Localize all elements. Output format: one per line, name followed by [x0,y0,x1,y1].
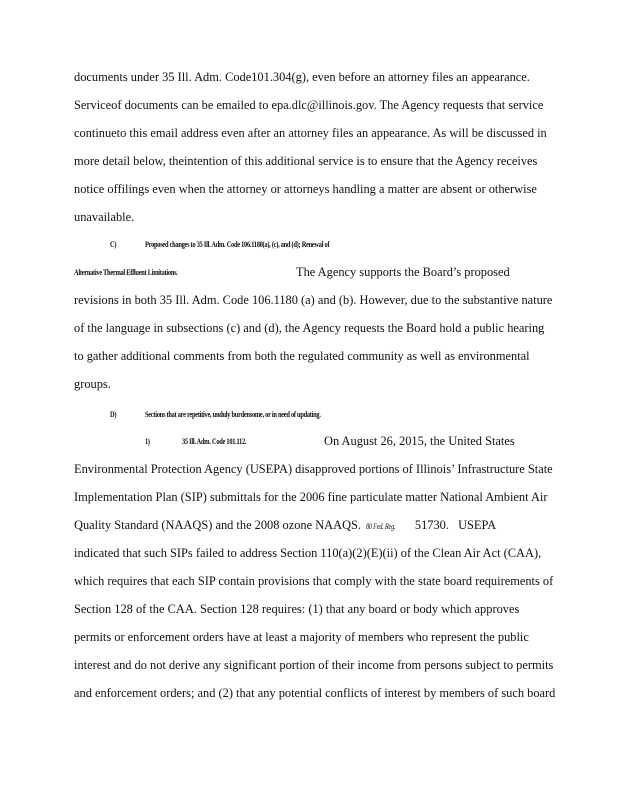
subsection-1-body-line-4: indicated that such SIPs failed to address Section 110(a)(2)(E)(ii) of the Clean Air Act (CAA), [74,546,542,560]
subsection-1-inline-text: On August 26, 2015, the United States [324,434,515,448]
section-d-heading: Sections that are repetitive, unduly burdensome, or in need of updating. [145,410,321,419]
subsection-1-body-line-9: and enforcement orders; and (2) that any potential conflicts of interest by members of such board [74,686,556,700]
subsection-1-body-line-8: interest and do not derive any significant portion of their income from persons subject to permits [74,658,554,672]
para1-line-4: more detail below, theintention of this additional service is to ensure that the Agency receives [74,154,538,168]
section-d-letter: D) [110,410,117,419]
para1-line-6: unavailable. [74,210,135,224]
section-c-inline-text: The Agency supports the Board’s proposed [296,265,510,279]
section-c-body-line-3: to gather additional comments from both the regulated community as well as environmental [74,349,530,363]
citation-after: USEPA [458,518,497,532]
subsection-1-body-line-6: Section 128 of the CAA. Section 128 requires: (1) that any board or body which approves [74,602,520,616]
section-c-body-line-4: groups. [74,377,111,391]
citation-reference: 80 Fed. Reg. [366,522,396,531]
para1-line-2: Serviceof documents can be emailed to epa.dlc@illinois.gov. The Agency requests that service [74,98,544,112]
subsection-1-number: 1) [145,437,150,446]
section-c-body-line-2: of the language in subsections (c) and (d), the Agency requests the Board hold a public hearing [74,321,545,335]
subsection-1-body-line-3 [74,517,600,535]
subsection-1-heading: 35 Ill. Adm. Code 101.112. [182,437,247,446]
subsection-1-body-line-1: Environmental Protection Agency (USEPA) disapproved portions of Illinois’ Infrastructure State [74,462,553,476]
section-c-body-line-1: revisions in both 35 Ill. Adm. Code 106.1180 (a) and (b). However, due to the substantive nature [74,293,553,307]
subsection-1-body-line-3-text: Quality Standard (NAAQS) and the 2008 ozone NAAQS. [74,518,362,532]
subsection-1-body-line-7: permits or enforcement orders have at least a majority of members who represent the public [74,630,529,644]
para1-line-1: documents under 35 Ill. Adm. Code101.304(g), even before an attorney files an appearance. [74,70,530,84]
citation-page: 51730. [414,518,449,532]
subsection-1-body-line-5: which requires that each SIP contain provisions that comply with the state board requirements of [74,574,554,588]
section-c-heading-line-1: Proposed changes to 35 Ill. Adm. Code 106.1180(a), (c), and (d); Renewal of [145,240,330,249]
para1-line-5: notice offilings even when the attorney or attorneys handling a matter are absent or otherwise [74,182,537,196]
para1-line-3: continueto this email address even after an attorney files an appearance. As will be discussed in [74,126,547,140]
section-c-letter: C) [110,240,117,249]
section-c-heading-line-2: Alternative Thermal Effluent Limitations. [74,268,178,277]
subsection-1-body-line-2: Implementation Plan (SIP) submittals for the 2006 fine particulate matter National Ambient Air [74,490,548,504]
